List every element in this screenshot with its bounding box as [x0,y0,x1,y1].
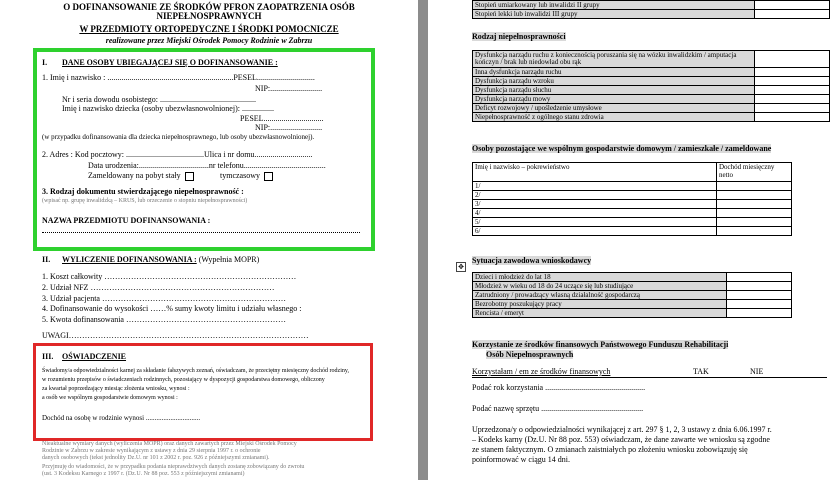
disability-degree-table [472,0,830,19]
temporary-checkbox[interactable] [264,172,273,181]
patient-share-field[interactable]: 3. Udział pacjenta …………………………………………………………… [42,294,286,303]
residence-temporary-label: tymczasowy [220,171,273,181]
footnote-5: (ust. 3 Kodeksu Karnego z 1997 r. (Dz.U. Nr 88 poz. 553 z późniejszymi zmianami) [42,471,245,477]
table-row: 2/ [473,191,792,200]
declaration-text-1: Świadomy/a odpowiedzialności karnej za składanie fałszywych zeznań, oświadczam, że przeciętny miesięczny dochód rodziny, [42,368,349,374]
table-row: Niepełnosprawność z ogólnego stanu zdrowia [473,113,830,122]
pfron-question: Korzystałam / em ze środków finansowych [472,367,611,376]
table-row: Dzieci i młodzież do lat 18 [473,273,792,282]
declaration-income-field[interactable]: Dochód na osobę w rodzinie wynosi ............................... [42,414,201,422]
subsidy-amount-field[interactable]: 5. Kwota dofinansowania …………………………………………………… [42,315,286,324]
birthdate-field[interactable]: Data urodzenia:...................................nr telefonu......................................... [88,161,326,170]
table-row: 4/ [473,209,792,218]
subsidy-item-line[interactable] [42,232,360,233]
disability-type-table [472,50,830,122]
table-row: 1/ [473,182,792,191]
year-field[interactable]: Podać rok korzystania .................................................. [472,383,646,392]
footnote-2: Rodzinie w Zabrzu w zakresie wynikającym z ustawy z dnia 29 sierpnia 1997 r. o ochronie [42,448,261,454]
footnote-4: Przyjmuję do wiadomości, że w przypadku podania nieprawdziwych danych zostanę zobowiązany do zwrotu [42,464,305,470]
declaration-text-4: a osób we wspólnym gospodarstwie domowym wynosi : [42,395,178,401]
table-row: 6/ [473,227,792,236]
disability-document-hint: (wpisać np. grupę inwalidzką – KRUS, lub orzeczenie o stopniu niepełnosprawności) [42,198,248,204]
table-row: Stopień umiarkowany lub inwalidzi II grupy [473,1,830,10]
declaration-text-2: w rozumieniu przepisów o świadczeniach rodzinnych, pozostający w dyspozycji gospodarstwa domowego, obliczony [42,377,325,383]
name-field[interactable]: 1. Imię i nazwisko : ...............................................................PESEL............................. [42,73,315,82]
section-2-number: II. [42,255,51,264]
legal-notice-2: – Kodeks karny (Dz.U. Nr 88 poz. 553) oświadczam, że dane zawarte we wniosku są zgodne [472,435,770,444]
subsidy-item-label: NAZWA PRZEDMIOTU DOFINANSOWANIA : [42,216,211,225]
remarks-field[interactable]: UWAGI……………………………………………………………………………… [42,331,309,340]
table-row: Dysfunkcja narządu ruchu z koniecznością poruszania się na wózku inwalidzkim / amputacja kończyn / brak lub niedowład obu rąk [473,51,830,68]
form-issuer: realizowane przez Miejski Ośrodek Pomocy Rodzinie w Zabrzu [105,36,313,45]
employment-table [472,272,792,318]
form-subtitle: W PRZEDMIOTY ORTOPEDYCZNE I ŚRODKI POMOCNICZE [79,24,339,34]
section-1-number: I. [42,58,48,67]
legal-notice-4: poinformować w ciągu 14 dni. [472,455,570,464]
form-title-line2: NIEPEŁNOSPRAWNYCH [156,11,262,21]
child-pesel-field[interactable]: PESEL.............................. [240,114,324,123]
form-title: O DOFINANSOWANIE ZE ŚRODKÓW PFRON ZAOPATRZENIA OSÓB [63,2,355,12]
total-cost-field[interactable]: 1. Koszt całkowity ……………………………………………………………… [42,272,297,281]
legal-notice-3: ze stanem faktycznym. O zmianach zaistniałych po złożeniu wniosku zobowiązuję się [472,445,748,454]
table-row: Rencista / emeryt [473,309,792,318]
yes-option[interactable]: TAK [693,367,709,376]
table-row: Dysfunkcja narządu słuchu [473,86,830,95]
table-move-handle-icon[interactable]: ✥ [456,262,466,272]
table-row: Deficyt rozwojowy / upośledzenie umysłowe [473,104,830,113]
disability-document-label: 3. Rodzaj dokumentu stwierdzającego niepełnosprawność : [42,187,244,196]
table-row: Imię i nazwisko – pokrewieństwo Dochód miesięczny netto [473,163,792,182]
id-card-field[interactable]: Nr i seria dowodu osobistego: ................................................ [62,95,256,104]
table-row: Dysfunkcja narządu wzroku [473,77,830,86]
table-row: 5/ [473,218,792,227]
legal-notice-1: Uprzedzona/y o odpowiedzialności wynikającej z art. 297 § 1, 2, 3 ustawy z dnia 6.06.1997 r. [472,425,772,434]
pfron-question-rule [472,377,827,378]
table-row: Młodzież w wieku od 18 do 24 uczące się lub studiujące [473,282,792,291]
equipment-field[interactable]: Podać nazwę sprzętu ................................................... [472,404,644,413]
footnote-1: Nieaktualne wymiary danych (wyliczenia MOPR) oraz danych zawartych przez Miejski Ośrodek Pomocy [42,441,297,447]
nip-field[interactable]: NIP:.......................... [255,84,323,93]
pfron-heading-line2: Osób Niepełnosprawnych [486,350,574,359]
residence-permanent-label: Zameldowany na pobyt stały [88,171,194,181]
child-note: (w przypadku dofinansowania dla dziecka niepełnosprawnego, lub osoby ubezwłasnowolnionej). [42,133,315,141]
no-option[interactable]: NIE [750,367,764,376]
table-row: Zatrudniony / prowadzący własną działalność gospodarczą [473,291,792,300]
footnote-3: danych osobowych (tekst jednolity Dz.U. nr 101 z 2002 r. poz. 926 z późniejszymi zmianami). [42,455,270,461]
disability-type-heading: Rodzaj niepełnosprawności [472,32,566,41]
subsidy-percent-field[interactable]: 4. Dofinansowanie do wysokości ……% sumy kwoty limitu i udziału własnego : [42,304,302,313]
section-3-number: III. [42,352,54,361]
pfron-heading: Korzystanie ze środków finansowych Państwowego Funduszu Rehabilitacji [472,340,729,349]
child-nip-field[interactable]: NIP:.......................... [255,123,323,132]
child-name-field[interactable]: Imię i nazwisko dziecka (osoby ubezwłasnowolnionej): ................ [62,104,274,113]
declaration-text-3: za kwartał poprzedzający miesiąc złożenia wniosku, wynosi : [42,386,190,392]
table-row: Dysfunkcja narządu mowy [473,95,830,104]
section-2-heading-wrap: WYLICZENIE DOFINANSOWANIA : (Wypełnia MOPR) [62,255,260,264]
table-row: Inna dysfunkcja narządu ruchu [473,68,830,77]
household-heading: Osoby pozostające we wspólnym gospodarstwie domowym / zamieszkałe / zameldowane [472,144,772,153]
document-page-left [0,0,418,480]
document-page-right [428,0,840,480]
table-row: Stopień lekki lub inwalidzi III grupy [473,10,830,19]
table-row: 3/ [473,200,792,209]
nfz-share-field[interactable]: 2. Udział NFZ …………………………………………………………… [42,283,275,292]
household-table [472,162,792,236]
section-3-heading: OŚWIADCZENIE [62,352,127,361]
section-1-heading: DANE OSOBY UBIEGAJĄCEJ SIĘ O DOFINANSOWANIE : [62,58,278,67]
permanent-checkbox[interactable] [185,172,194,181]
employment-heading: Sytuacja zawodowa wnioskodawcy [472,256,592,265]
table-row: Bezrobotny poszukujący pracy [473,300,792,309]
address-field[interactable]: 2. Adres : Kod pocztowy: .......................................Ulica i nr domu............................. [42,150,313,159]
